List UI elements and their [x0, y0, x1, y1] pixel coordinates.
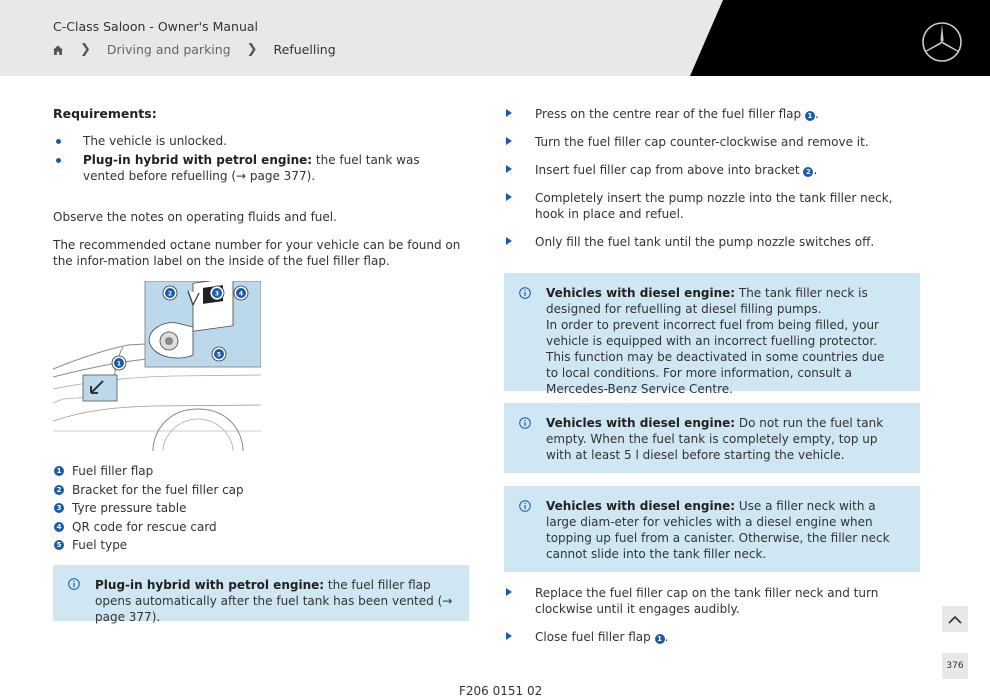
callout-1-icon: 1 — [54, 466, 64, 476]
step-arrow-icon — [506, 137, 512, 145]
steps-list-top — [506, 106, 926, 250]
info-icon — [68, 578, 80, 590]
requirement-text: the fuel tank was vented before refuelling (→ page 377). — [83, 153, 420, 183]
figure-code: F206 0151 02 — [459, 684, 543, 698]
list-item — [54, 518, 244, 537]
list-item — [506, 234, 926, 250]
figure-legend — [54, 462, 244, 555]
chevron-up-icon — [948, 615, 962, 624]
info-body-2: In order to prevent incorrect fuel from being filled, your vehicle is equipped with an incorrect fuelling protector. This function may be deactivated in some countries due to local conditions. For more information, consult a Mercedes-Benz Service Centre. — [546, 318, 885, 396]
callout-3-icon: 3 — [54, 503, 64, 513]
svg-text:3: 3 — [214, 290, 220, 298]
step-arrow-icon — [506, 109, 512, 117]
info-body: Do not run the fuel tank empty. When the fuel tank is completely empty, top up with at least 5 l diesel before starting the vehicle. — [546, 416, 884, 462]
step-text: Close fuel filler flap — [535, 630, 651, 644]
steps-list-bottom — [506, 585, 920, 645]
list-item — [506, 585, 920, 617]
info-bold: Vehicles with diesel engine: — [546, 499, 736, 513]
octane-paragraph: The recommended octane number for your vehicle can be found on the infor-mation label on the inside of the fuel filler flap. — [53, 238, 461, 268]
list-item — [54, 462, 244, 481]
info-body: The tank filler neck is designed for refuelling at diesel filling pumps. — [546, 286, 868, 316]
step-arrow-icon — [506, 632, 512, 640]
info-text — [546, 285, 896, 397]
requirement-bold: Plug-in hybrid with petrol engine: — [83, 153, 313, 167]
callout-2-icon: 2 — [54, 485, 64, 495]
requirement-text: The vehicle is unlocked. — [83, 134, 227, 148]
list-item — [506, 629, 920, 645]
legend-label: QR code for rescue card — [72, 519, 217, 534]
bullet-icon — [56, 139, 61, 144]
info-bold: Vehicles with diesel engine: — [546, 416, 736, 430]
list-item — [506, 134, 926, 150]
step-text: Completely insert the pump nozzle into the tank filler neck, hook in place and refuel. — [535, 191, 893, 221]
scroll-to-top-button[interactable] — [942, 606, 968, 632]
callout-1-icon: 1 — [655, 634, 665, 644]
step-text: Turn the fuel filler cap counter-clockwise and remove it. — [535, 135, 869, 149]
callout-4-icon: 4 — [54, 522, 64, 532]
step-arrow-icon — [506, 165, 512, 173]
step-arrow-icon — [506, 588, 512, 596]
home-icon[interactable] — [52, 44, 64, 56]
step-end: . — [814, 107, 819, 121]
step-arrow-icon — [506, 193, 512, 201]
step-text: Press on the centre rear of the fuel filler flap — [535, 107, 802, 121]
breadcrumb-refuelling: Refuelling — [273, 42, 336, 57]
svg-text:4: 4 — [238, 290, 244, 298]
info-body: the fuel filler flap opens automatically after the fuel tank has been vented (→ page 377). — [95, 578, 453, 624]
chevron-right-icon: ❯ — [80, 42, 91, 57]
info-text — [546, 498, 896, 562]
requirements-list — [53, 133, 453, 187]
step-arrow-icon — [506, 237, 512, 245]
svg-text:2: 2 — [167, 290, 173, 298]
legend-label: Fuel type — [72, 538, 128, 553]
legend-label: Fuel filler flap — [72, 464, 154, 479]
page-number: 376 — [942, 653, 968, 679]
step-text: Replace the fuel filler cap on the tank filler neck and turn clockwise until it engages audibly. — [535, 586, 879, 616]
callout-2-icon: 2 — [803, 167, 813, 177]
list-item — [506, 162, 926, 178]
legend-label: Bracket for the fuel filler cap — [72, 482, 244, 497]
fuel-filler-illustration — [53, 281, 261, 451]
info-icon — [519, 417, 531, 429]
legend-label: Tyre pressure table — [72, 501, 187, 516]
breadcrumb — [52, 42, 336, 57]
breadcrumb-driving-and-parking[interactable]: Driving and parking — [106, 42, 231, 57]
bullet-icon — [56, 158, 61, 163]
list-item — [53, 133, 453, 149]
info-bold: Vehicles with diesel engine: — [546, 286, 736, 300]
chevron-right-icon: ❯ — [246, 42, 258, 57]
list-item — [506, 106, 926, 122]
svg-text:5: 5 — [216, 351, 222, 359]
info-box-diesel-neck — [504, 273, 920, 396]
callout-1-icon: 1 — [805, 111, 815, 121]
step-text: Only fill the fuel tank until the pump nozzle switches off. — [535, 235, 875, 249]
callout-5-icon: 5 — [54, 540, 64, 550]
step-end: . — [664, 630, 669, 644]
info-text — [546, 415, 896, 463]
mercedes-star-logo — [921, 21, 963, 63]
info-box-diesel-canister — [504, 486, 920, 572]
info-box-hybrid — [53, 565, 469, 624]
list-item — [506, 190, 925, 222]
list-item — [54, 536, 244, 555]
info-icon — [519, 287, 531, 299]
svg-text:1: 1 — [116, 360, 122, 368]
info-text — [95, 577, 455, 625]
info-icon — [519, 500, 531, 512]
list-item — [54, 481, 244, 500]
requirements-title: Requirements: — [53, 106, 157, 121]
list-item — [54, 499, 244, 518]
step-end: . — [813, 163, 818, 177]
info-box-diesel-empty — [504, 403, 920, 473]
info-body: Use a filler neck with a large diam-eter for vehicles with a diesel engine when topping up fuel from a canister. Otherwise, the filler neck cannot slide into the tank filler neck. — [546, 499, 890, 561]
info-bold: Plug-in hybrid with petrol engine: — [95, 578, 325, 592]
notes-paragraph: Observe the notes on operating fluids and fuel. — [53, 210, 337, 224]
step-text: Insert fuel filler cap from above into bracket — [535, 163, 800, 177]
list-item — [53, 152, 453, 184]
document-title: C-Class Saloon - Owner's Manual — [53, 19, 258, 34]
